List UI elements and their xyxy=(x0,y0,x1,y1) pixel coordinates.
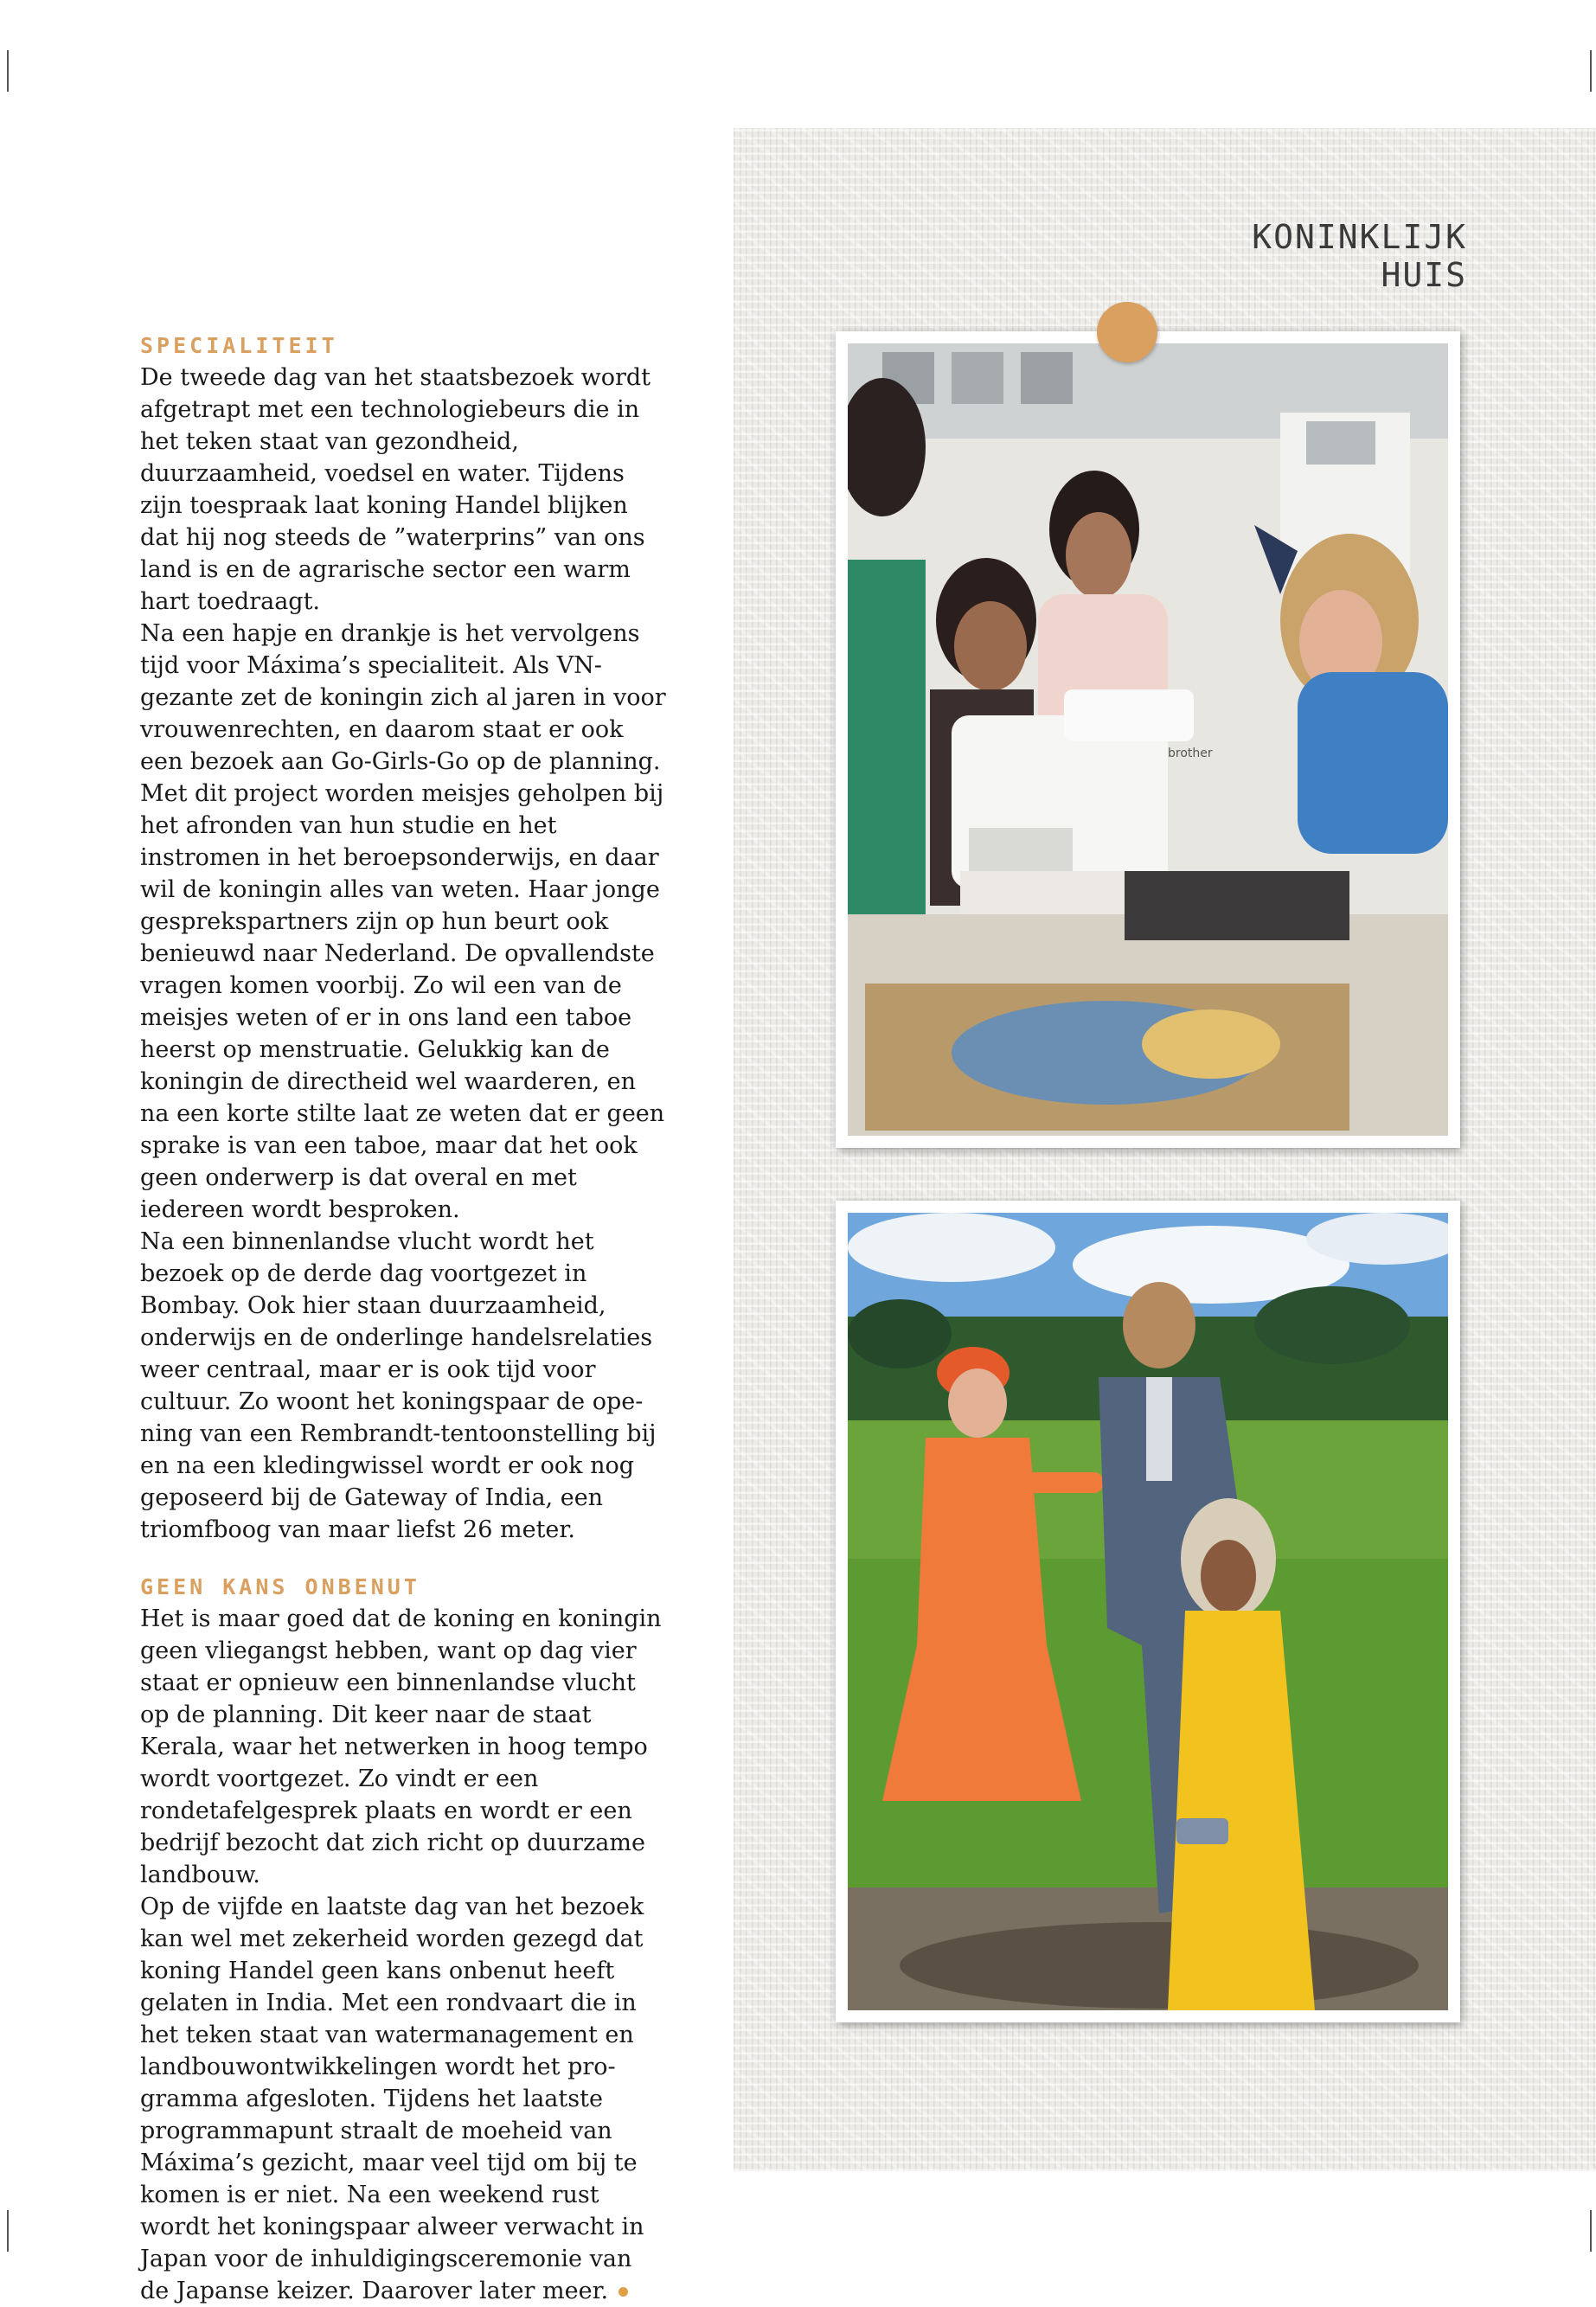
machine-brand-label: brother xyxy=(1168,747,1213,760)
sewing-workshop-photo xyxy=(848,343,1448,1136)
photo-frame-top xyxy=(836,331,1460,1148)
article-body xyxy=(140,332,668,2307)
crop-mark-bottom-right xyxy=(1590,2210,1592,2252)
paragraph-last xyxy=(140,1891,668,2307)
crop-mark-top-left xyxy=(7,50,9,92)
paragraph: Na een binnenlandse vlucht wordt het bezoek op de derde dag voortgezet in Bombay. Ook hier staan duurzaamheid, onderwijs en de onderlinge handelsrelaties weer centraal, maar er is ook tijd voor cultuur. Zo woont het koningspaar de opening van een Rembrandt-tentoonstelling bij en na een kledingwissel wordt er ook nog geposeerd bij de Gateway of India, een triomfboog van maar liefst 26 meter. xyxy=(140,1228,657,1543)
photo-sewing-workshop-icon xyxy=(848,343,1448,1136)
photo-frame-bottom xyxy=(836,1201,1460,2022)
paragraph: Het is maar goed dat de koning en koningin geen vliegangst hebben, want op dag vier staat er opnieuw een binnenlandse vlucht op de planning. Dit keer naar de staat Kerala, waar het netwerken in hoog tempo wordt voortgezet. Zo vindt er een rondetafelgesprek plaats en wordt er een bedrijf bezocht dat zich richt op duurzame landbouw. xyxy=(140,1605,662,1888)
section-heading-specialiteit: SPECIALITEIT xyxy=(140,333,338,358)
pin-icon xyxy=(1097,302,1157,362)
paragraph: Na een hapje en drankje is het vervolgens tijd voor Máxima’s specialiteit. Als VN-gezante zet de koningin zich al jaren in voor vrouwenrechten, en daarom staat er ook een bezoek aan Go-Girls-Go op de planning. Met dit project worden meisjes geholpen bij het afronden van hun studie en het instromen in het beroepsonderwijs, en daar wil de koningin alles van weten. Haar jonge gesprekspartners zijn op hun beurt ook benieuwd naar Nederland. De opvallendste vragen komen voorbij. Zo wil een van de meisjes weten of er in ons land een taboe heerst op menstruatie. Gelukkig kan de koningin de directheid wel waarderen, en na een korte stilte laat ze weten dat er geen sprake is van een taboe, maar dat het ook geen onderwerp is dat overal en met iedereen wordt besproken. xyxy=(140,620,666,1223)
rice-field-photo xyxy=(848,1213,1448,2010)
paragraph: De tweede dag van het staatsbezoek wordt afgetrapt met een technologiebeurs die in het teken staat van gezondheid, duurzaamheid, voedsel en water. Tijdens zijn toespraak laat koning Handel blijken dat hij nog steeds de ”waterprins” van ons land is en de agrarische sector een warm hart toedraagt. xyxy=(140,364,651,615)
photo-rice-field-visit-icon xyxy=(848,1213,1448,2010)
section-heading-geen-kans-onbenut: GEEN KANS ONBENUT xyxy=(140,1574,420,1599)
crop-mark-top-right xyxy=(1590,50,1592,92)
end-mark-icon xyxy=(619,2287,628,2297)
paragraph-text: Op de vijfde en laatste dag van het bezoek kan wel met zekerheid worden gezegd dat koning Handel geen kans onbenut heeft gelaten in India. Met een rondvaart die in het teken staat van watermanagement en landbouwontwikkelingen wordt het programma afgesloten. Tijdens het laatste programmapunt straalt de moeheid van Máxima’s gezicht, maar veel tijd om bij te komen is er niet. Na een weekend rust wordt het koningspaar alweer verwacht in Japan voor de inhuldigingsceremonie van de Japanse keizer. Daarover later meer. xyxy=(140,1894,644,2304)
crop-mark-bottom-left xyxy=(7,2210,9,2252)
section-title: KONINKLIJK HUIS xyxy=(1252,218,1467,294)
